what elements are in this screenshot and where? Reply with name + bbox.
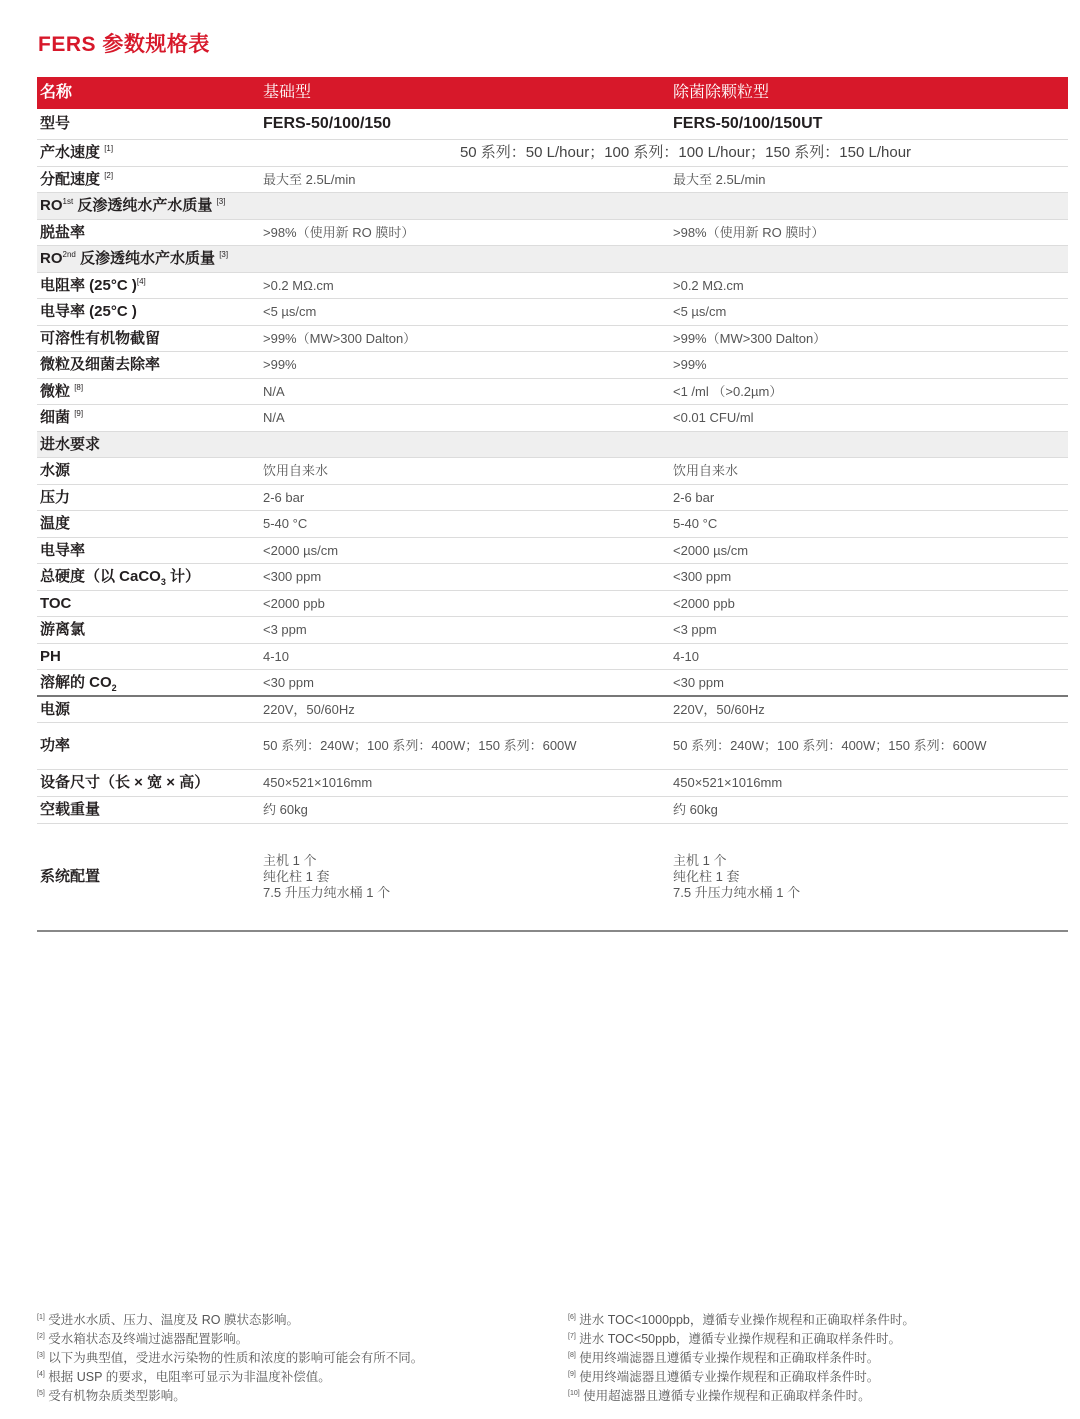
model-sterile: FERS-50/100/150UT	[673, 115, 823, 133]
temperature-basic: 5-40 °C	[263, 516, 308, 532]
footnote-ref: [4]	[136, 276, 146, 286]
ph-sterile: 4-10	[673, 648, 700, 664]
bacteria-sterile: <0.01 CFU/ml	[673, 410, 754, 426]
footnote-text: 使用终端滤器且遵循专业操作规程和正确取样条件时。	[579, 1370, 880, 1384]
footnote-text: 受水箱状态及终端过滤器配置影响。	[48, 1332, 249, 1346]
conductivity-sterile: <5 µs/cm	[673, 304, 727, 320]
footnote	[568, 1368, 915, 1387]
footnotes-right	[568, 1311, 915, 1406]
row-flow-rate	[37, 140, 1068, 167]
weight-label: 空载重量	[40, 801, 101, 818]
source-basic: 饮用自来水	[263, 463, 329, 479]
footnote-mark: [5]	[37, 1389, 45, 1397]
toc-sterile: <2000 ppb	[673, 595, 735, 611]
row-salt-rejection	[37, 220, 1068, 246]
row-temperature	[37, 511, 1068, 538]
feed-conductivity-label: 电导率	[40, 541, 86, 559]
temperature-label: 温度	[40, 515, 71, 532]
model-label: 型号	[40, 115, 71, 132]
config-basic-item: 7.5 升压力纯水桶 1 个	[263, 885, 391, 900]
ph-basic: 4-10	[263, 648, 290, 664]
row-config	[37, 824, 1068, 932]
row-model	[37, 109, 1068, 140]
row-feed-conductivity	[37, 538, 1068, 564]
footnote	[568, 1330, 915, 1349]
power-supply-label: 电源	[40, 700, 71, 718]
footnote-text: 以下为典型值，受进水污染物的性质和浓度的影响可能会有所不同。	[48, 1351, 424, 1365]
config-sterile-item: 纯化柱 1 套	[673, 869, 740, 884]
pressure-basic: 2-6 bar	[263, 489, 305, 505]
spec-table	[37, 77, 1068, 932]
salt-rejection-label: 脱盐率	[40, 223, 86, 241]
config-basic-item: 主机 1 个	[263, 853, 317, 868]
power-supply-sterile: 220V，50/60Hz	[673, 701, 765, 717]
footnote-text: 根据 USP 的要求，电阻率可显示为非温度补偿值。	[48, 1370, 331, 1384]
config-sterile-item: 7.5 升压力纯水桶 1 个	[673, 885, 801, 900]
power-supply-basic: 220V，50/60Hz	[263, 701, 355, 717]
conductivity-label: 电导率 (25°C )	[40, 303, 137, 320]
source-label: 水源	[40, 462, 71, 479]
dimensions-label: 设备尺寸（长 × 宽 × 高）	[40, 774, 210, 791]
section-feed-water	[37, 432, 1068, 458]
temperature-sterile: 5-40 °C	[673, 516, 718, 532]
footnote-mark: [8]	[568, 1351, 576, 1359]
row-dimensions	[37, 770, 1068, 797]
organics-label: 可溶性有机物截留	[40, 329, 161, 347]
footnote-mark: [2]	[37, 1332, 45, 1340]
row-toc	[37, 591, 1068, 617]
organics-sterile: >99%（MW>300 Dalton）	[673, 330, 827, 346]
chlorine-basic: <3 ppm	[263, 622, 307, 638]
ro1-label-post: 反渗透纯水产水质量	[73, 197, 213, 214]
chlorine-label: 游离氯	[40, 621, 86, 638]
weight-basic: 约 60kg	[263, 802, 308, 818]
footnote	[37, 1349, 423, 1368]
dimensions-basic: 450×521×1016mm	[263, 775, 373, 791]
ro2-label-post: 反渗透纯水产水质量	[75, 250, 216, 267]
hardness-basic: <300 ppm	[263, 569, 322, 585]
dimensions-sterile: 450×521×1016mm	[673, 775, 783, 791]
header-sterile: 除菌除颗粒型	[673, 84, 770, 102]
row-conductivity	[37, 299, 1068, 326]
table-header	[37, 77, 1068, 109]
particles-label: 微粒	[40, 382, 71, 400]
footnote-ref: [9]	[74, 409, 84, 418]
config-basic-item: 纯化柱 1 套	[263, 869, 330, 884]
particles-basic: N/A	[263, 383, 285, 399]
salt-rejection-sterile: >98%（使用新 RO 膜时）	[673, 224, 825, 240]
salt-rejection-basic: >98%（使用新 RO 膜时）	[263, 224, 415, 240]
bacteria-basic: N/A	[263, 410, 285, 426]
footnote-ref: [1]	[104, 144, 114, 153]
resistivity-sterile: >0.2 MΩ.cm	[673, 277, 744, 293]
feed-section-label: 进水要求	[40, 435, 101, 453]
header-name: 名称	[40, 84, 73, 102]
footnote-mark: [4]	[37, 1370, 45, 1378]
resistivity-label: 电阻率 (25°C )	[40, 276, 137, 294]
footnote	[568, 1349, 915, 1368]
dispense-rate-basic: 最大至 2.5L/min	[263, 171, 356, 187]
hardness-label-post: 计）	[165, 568, 201, 585]
footnote-text: 受有机物杂质类型影响。	[48, 1389, 186, 1403]
row-weight	[37, 797, 1068, 824]
chlorine-sterile: <3 ppm	[673, 622, 717, 638]
co2-label-pre: 溶解的 CO	[40, 673, 112, 691]
footnote-text: 使用终端滤器且遵循专业操作规程和正确取样条件时。	[579, 1351, 880, 1365]
feed-conductivity-basic: <2000 µs/cm	[263, 542, 339, 558]
footnote-mark: [9]	[568, 1370, 576, 1378]
hardness-sterile: <300 ppm	[673, 569, 732, 585]
footnote-ref: [3]	[216, 197, 226, 206]
footnote-ref: [2]	[104, 170, 114, 180]
config-basic	[263, 853, 673, 901]
particles-sterile: <1 /ml （>0.2µm）	[673, 383, 783, 399]
row-ph	[37, 644, 1068, 670]
power-label: 功率	[40, 737, 71, 754]
footnote	[568, 1311, 915, 1330]
footnote-mark: [6]	[568, 1313, 576, 1321]
footnotes-left	[37, 1311, 423, 1406]
row-hardness	[37, 564, 1068, 591]
row-particle-bacteria	[37, 352, 1068, 379]
dispense-rate-sterile: 最大至 2.5L/min	[673, 171, 766, 187]
footnote-text: 进水 TOC<50ppb，遵循专业操作规程和正确取样条件时。	[579, 1332, 901, 1346]
row-pressure	[37, 485, 1068, 511]
source-sterile: 饮用自来水	[673, 463, 739, 479]
toc-label: TOC	[40, 594, 72, 612]
header-basic: 基础型	[263, 84, 312, 102]
power-basic: 50 系列：240W；100 系列：400W；150 系列：600W	[263, 738, 577, 754]
footnote-mark: [3]	[37, 1351, 45, 1359]
row-organics	[37, 326, 1068, 352]
row-power-supply	[37, 697, 1068, 723]
section-ro1	[37, 193, 1068, 220]
feed-conductivity-sterile: <2000 µs/cm	[673, 542, 749, 558]
footnote	[37, 1368, 423, 1387]
ph-label: PH	[40, 647, 61, 665]
ro1-sup: 1st	[62, 197, 74, 206]
power-sterile: 50 系列：240W；100 系列：400W；150 系列：600W	[673, 738, 987, 754]
pressure-sterile: 2-6 bar	[673, 489, 715, 505]
particle-bacteria-sterile: >99%	[673, 357, 707, 373]
conductivity-basic: <5 µs/cm	[263, 304, 317, 320]
row-co2	[37, 670, 1068, 697]
dispense-rate-label: 分配速度	[40, 170, 101, 188]
row-resistivity	[37, 273, 1068, 299]
ro1-label-pre: RO	[40, 197, 63, 214]
row-source	[37, 458, 1068, 485]
page-title: FERS 参数规格表	[38, 33, 210, 56]
footnote-text: 使用超滤器且遵循专业操作规程和正确取样条件时。	[583, 1389, 871, 1403]
row-bacteria	[37, 405, 1068, 432]
organics-basic: >99%（MW>300 Dalton）	[263, 330, 417, 346]
footnote-mark: [1]	[37, 1313, 45, 1321]
config-sterile-item: 主机 1 个	[673, 853, 727, 868]
hardness-label-pre: 总硬度（以 CaCO	[40, 568, 161, 585]
footnote-text: 受进水水质、压力、温度及 RO 膜状态影响。	[48, 1313, 299, 1327]
row-dispense-rate	[37, 167, 1068, 193]
footnote-mark: [10]	[568, 1389, 580, 1397]
bacteria-label: 细菌	[40, 409, 71, 426]
co2-sub: 2	[111, 682, 117, 693]
row-chlorine	[37, 617, 1068, 644]
pressure-label: 压力	[40, 488, 71, 506]
section-ro2	[37, 246, 1068, 273]
footnote-ref: [8]	[74, 382, 84, 392]
weight-sterile: 约 60kg	[673, 802, 718, 818]
footnote-ref: [3]	[219, 250, 229, 259]
co2-basic: <30 ppm	[263, 674, 314, 690]
toc-basic: <2000 ppb	[263, 595, 325, 611]
flow-rate-label: 产水速度	[40, 144, 101, 161]
row-particles	[37, 379, 1068, 405]
footnote-text: 进水 TOC<1000ppb，遵循专业操作规程和正确取样条件时。	[579, 1313, 915, 1327]
resistivity-basic: >0.2 MΩ.cm	[263, 277, 334, 293]
row-power	[37, 723, 1068, 770]
co2-sterile: <30 ppm	[673, 674, 724, 690]
footnote	[37, 1311, 423, 1330]
particle-bacteria-basic: >99%	[263, 357, 297, 373]
config-label: 系统配置	[40, 868, 101, 885]
footnote	[568, 1387, 915, 1406]
flow-rate-value: 50 系列：50 L/hour；100 系列：100 L/hour；150 系列：150 L/hour	[459, 144, 912, 161]
particle-bacteria-label: 微粒及细菌去除率	[40, 356, 161, 373]
model-basic: FERS-50/100/150	[263, 115, 392, 133]
hardness-sub: 3	[160, 577, 166, 587]
footnote	[37, 1330, 423, 1349]
footnote	[37, 1387, 423, 1406]
config-sterile	[673, 853, 1068, 901]
ro2-label-pre: RO	[40, 250, 63, 267]
ro2-sup: 2nd	[62, 250, 76, 259]
footnote-mark: [7]	[568, 1332, 576, 1340]
